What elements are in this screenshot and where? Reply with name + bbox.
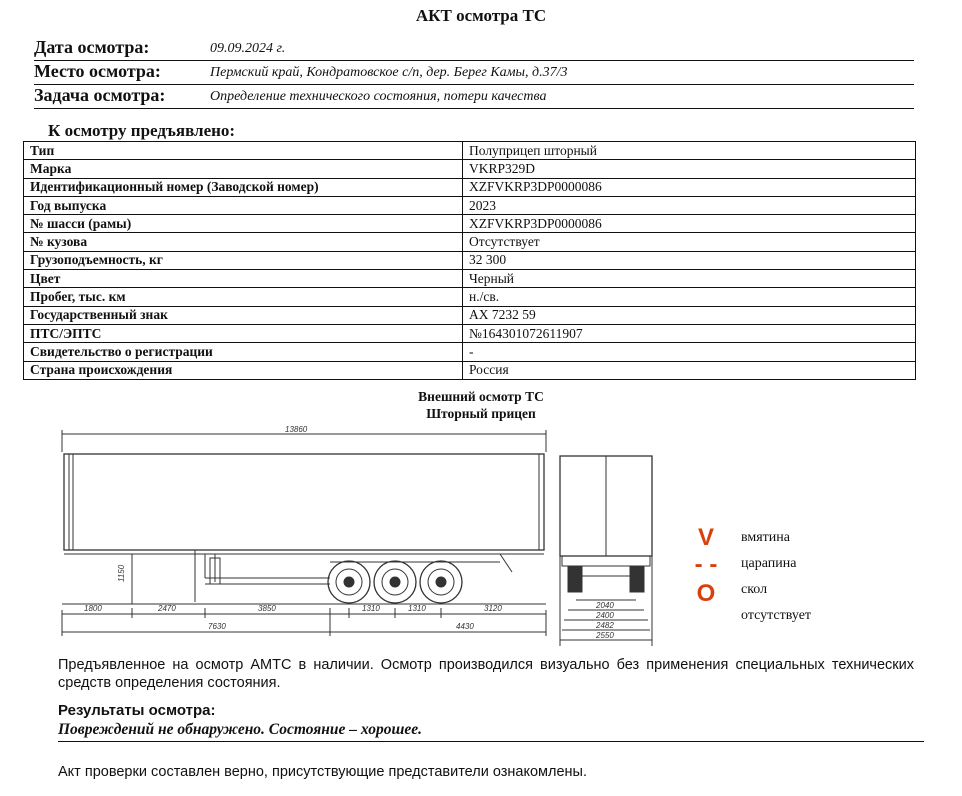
table-row — [24, 196, 916, 214]
spec-key: Год выпуска — [24, 196, 463, 214]
spec-value: н./св. — [463, 288, 916, 306]
legend-scratch-label: царапина — [741, 556, 797, 571]
dim-axle1: 1310 — [362, 604, 380, 613]
spec-value: VKRP329D — [463, 160, 916, 178]
dim-w1: 2040 — [596, 601, 614, 610]
spec-key: Марка — [24, 160, 463, 178]
dent-symbol-icon: V — [697, 524, 714, 551]
trailer-drawing — [40, 422, 660, 654]
dim-length: 13860 — [285, 425, 308, 434]
dim-w4: 2550 — [596, 631, 614, 640]
inspection-task-value: Определение технического состояния, потери качества — [210, 89, 547, 104]
dim-axle2: 1310 — [408, 604, 426, 613]
table-row — [24, 142, 916, 160]
spec-value: XZFVKRP3DP0000086 — [463, 178, 916, 196]
results-heading: Результаты осмотра: — [58, 702, 216, 719]
submitted-heading: К осмотру предъявлено: — [48, 121, 236, 140]
vehicle-spec-table — [23, 141, 916, 380]
inspection-task-label: Задача осмотра: — [34, 85, 166, 105]
spec-key: № кузова — [24, 233, 463, 251]
spec-value: Отсутствует — [463, 233, 916, 251]
table-row — [24, 288, 916, 306]
table-row — [24, 270, 916, 288]
table-row — [24, 343, 916, 361]
dim-front: 3120 — [484, 604, 502, 613]
table-row — [24, 178, 916, 196]
dim-d2: 3850 — [258, 604, 276, 613]
results-text: Повреждений не обнаружено. Состояние – хорошее. — [58, 721, 924, 742]
inspection-place-row — [34, 60, 914, 85]
inspection-task-row — [34, 84, 914, 109]
inspection-date-label: Дата осмотра: — [34, 37, 150, 57]
legend-dent-label: вмятина — [741, 530, 790, 545]
spec-value: XZFVKRP3DP0000086 — [463, 215, 916, 233]
inspection-place-value: Пермский край, Кондратовское с/п, дер. Берег Камы, д.37/3 — [210, 65, 568, 80]
table-row — [24, 324, 916, 342]
table-row — [24, 306, 916, 324]
spec-key: ПТС/ЭПТС — [24, 324, 463, 342]
spec-value: - — [463, 343, 916, 361]
dim-d1: 2470 — [158, 604, 176, 613]
dim-w2: 2400 — [596, 611, 614, 620]
spec-key: Свидетельство о регистрации — [24, 343, 463, 361]
dim-height: 1150 — [117, 564, 126, 582]
inspection-paragraph: Предъявленное на осмотр АМТС в наличии. Осмотр производился визуально без применения специальных технических средств определения состояния. — [58, 657, 914, 691]
scratch-symbol-icon: - - — [694, 551, 718, 578]
dim-w3: 2482 — [596, 621, 614, 630]
spec-value: АХ 7232 59 — [463, 306, 916, 324]
dim-front-total: 4430 — [456, 622, 474, 631]
spec-key: Государственный знак — [24, 306, 463, 324]
spec-key: Грузоподъемность, кг — [24, 251, 463, 269]
legend-chip-label: скол — [741, 582, 768, 597]
table-row — [24, 233, 916, 251]
table-row — [24, 361, 916, 379]
closing-statement: Акт проверки составлен верно, присутствующие представители ознакомлены. — [58, 764, 587, 780]
exterior-subtitle: Шторный прицеп — [426, 406, 536, 421]
inspection-date-row — [34, 36, 914, 61]
spec-value: 2023 — [463, 196, 916, 214]
table-row — [24, 251, 916, 269]
table-row — [24, 160, 916, 178]
spec-key: Страна происхождения — [24, 361, 463, 379]
spec-key: Тип — [24, 142, 463, 160]
spec-key: Пробег, тыс. км — [24, 288, 463, 306]
chip-symbol-icon: O — [696, 580, 716, 607]
exterior-title: Внешний осмотр ТС — [418, 389, 544, 404]
spec-value: Полуприцеп шторный — [463, 142, 916, 160]
inspection-place-label: Место осмотра: — [34, 61, 161, 81]
dim-rear-overhang: 1800 — [84, 604, 102, 613]
spec-value: Россия — [463, 361, 916, 379]
document-title: АКТ осмотра ТС — [415, 6, 547, 25]
spec-value: №164301072611907 — [463, 324, 916, 342]
dim-wheelbase: 7630 — [208, 622, 226, 631]
spec-key: Идентификационный номер (Заводской номер) — [24, 178, 463, 196]
spec-value: 32 300 — [463, 251, 916, 269]
table-row — [24, 215, 916, 233]
spec-value: Черный — [463, 270, 916, 288]
inspection-date-value: 09.09.2024 г. — [210, 41, 286, 56]
spec-key: Цвет — [24, 270, 463, 288]
spec-key: № шасси (рамы) — [24, 215, 463, 233]
legend-missing-label: отсутствует — [741, 608, 812, 623]
